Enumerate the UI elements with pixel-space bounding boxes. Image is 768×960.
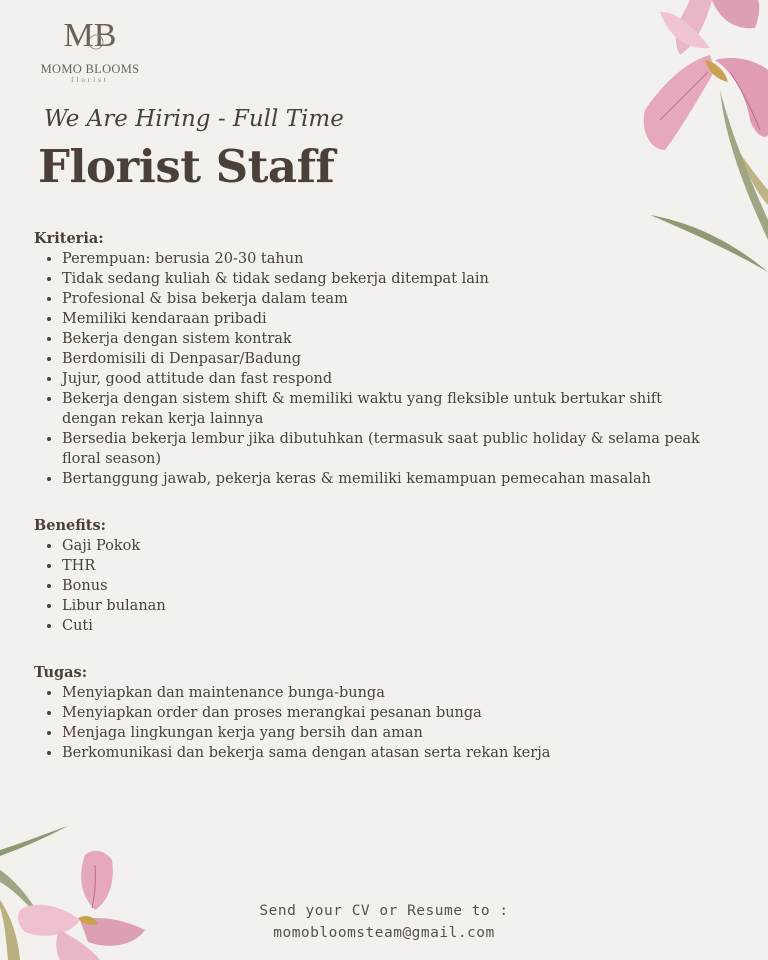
- brand-sub: florist: [71, 76, 109, 84]
- list-item: • Berkomunikasi dan bekerja sama dengan atasan serta rekan kerja: [62, 743, 714, 763]
- job-description: [34, 229, 714, 763]
- list-item: • Menyiapkan order dan proses merangkai pesanan bunga: [62, 703, 714, 723]
- list-item: • Bertanggung jawab, pekerja keras & memiliki kemampuan pemecahan masalah: [62, 469, 714, 489]
- list-item: • Perempuan: berusia 20-30 tahun: [62, 249, 714, 269]
- contact-email[interactable]: momobloomsteam@gmail.com: [273, 925, 495, 941]
- list-item: • THR: [62, 556, 714, 576]
- hiring-subtitle: We Are Hiring - Full Time: [44, 106, 344, 132]
- tugas-list: [34, 683, 714, 763]
- page-title: Florist Staff: [38, 140, 335, 193]
- monogram-text: MB: [63, 17, 117, 54]
- kriteria-list: [34, 249, 714, 489]
- brand-name: MOMO BLOOMS: [40, 62, 140, 76]
- list-item: • Gaji Pokok: [62, 536, 714, 556]
- list-item: • Bonus: [62, 576, 714, 596]
- list-item: • Libur bulanan: [62, 596, 714, 616]
- list-item: • Berdomisili di Denpasar/Badung: [62, 349, 714, 369]
- kriteria-heading: Kriteria:: [34, 230, 104, 247]
- contact-footer: [0, 900, 768, 944]
- list-item: • Menyiapkan dan maintenance bunga-bunga: [62, 683, 714, 703]
- footer-cta: Send your CV or Resume to :: [259, 903, 509, 919]
- list-item: • Bekerja dengan sistem shift & memiliki waktu yang fleksible untuk bertukar shift dengan rekan kerja lainnya: [62, 389, 714, 429]
- brand-logo: [30, 12, 150, 84]
- list-item: • Bersedia bekerja lembur jika dibutuhkan (termasuk saat public holiday & selama peak floral season): [62, 429, 714, 469]
- list-item: • Menjaga lingkungan kerja yang bersih dan aman: [62, 723, 714, 743]
- tugas-heading: Tugas:: [34, 664, 88, 681]
- benefits-heading: Benefits:: [34, 517, 107, 534]
- list-item: • Cuti: [62, 616, 714, 636]
- list-item: • Tidak sedang kuliah & tidak sedang bekerja ditempat lain: [62, 269, 714, 289]
- list-item: • Jujur, good attitude dan fast respond: [62, 369, 714, 389]
- monogram-icon: [60, 12, 120, 60]
- list-item: • Bekerja dengan sistem kontrak: [62, 329, 714, 349]
- list-item: • Profesional & bisa bekerja dalam team: [62, 289, 714, 309]
- list-item: • Memiliki kendaraan pribadi: [62, 309, 714, 329]
- benefits-list: [34, 536, 714, 636]
